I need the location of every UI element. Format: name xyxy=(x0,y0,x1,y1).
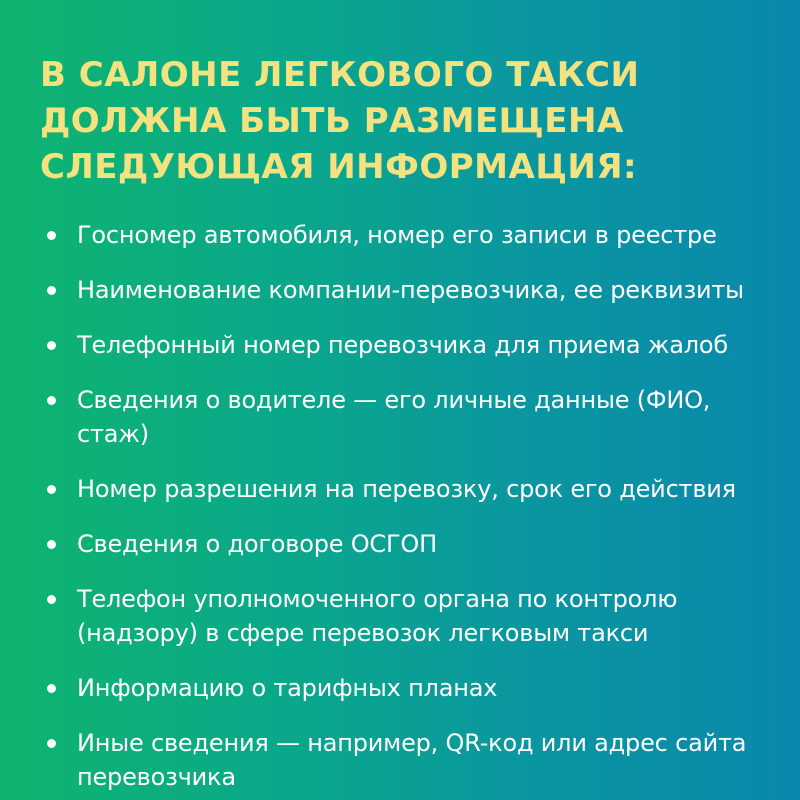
list-item xyxy=(40,383,780,451)
list-item-text: Сведения о водителе — его личные данные (ФИО, стаж) xyxy=(77,386,711,448)
page-title: В САЛОНЕ ЛЕГКОВОГО ТАКСИ ДОЛЖНА БЫТЬ РАЗМЕЩЕНА СЛЕДУЮЩАЯ ИНФОРМАЦИЯ: xyxy=(40,55,640,187)
list-item xyxy=(40,582,780,650)
list-item-text: Телефонный номер перевозчика для приема жалоб xyxy=(77,331,728,359)
list-item-text: Иные сведения — например, QR-код или адрес сайта перевозчика xyxy=(77,729,747,791)
bullet-icon xyxy=(47,540,56,549)
list-item xyxy=(40,726,780,794)
list-item xyxy=(40,273,780,307)
list-item-text: Сведения о договоре ОСГОП xyxy=(77,530,437,558)
list-item-text: Наименование компании-перевозчика, ее реквизиты xyxy=(77,276,744,304)
bullet-icon xyxy=(47,341,56,350)
bullet-icon xyxy=(47,684,56,693)
bullet-icon xyxy=(47,595,56,604)
list-item xyxy=(40,472,780,506)
list-item xyxy=(40,671,780,705)
bullet-icon xyxy=(47,286,56,295)
info-list xyxy=(40,218,780,794)
bullet-icon xyxy=(47,739,56,748)
list-item-text: Телефон уполномоченного органа по контролю (надзору) в сфере перевозок легковым такси xyxy=(77,585,678,647)
list-item-text: Госномер автомобиля, номер его записи в реестре xyxy=(77,221,717,249)
bullet-icon xyxy=(47,485,56,494)
list-item-text: Информацию о тарифных планах xyxy=(77,674,498,702)
list-item xyxy=(40,218,780,252)
bullet-icon xyxy=(47,231,56,240)
bullet-icon xyxy=(47,396,56,405)
list-item xyxy=(40,328,780,362)
list-item xyxy=(40,527,780,561)
list-item-text: Номер разрешения на перевозку, срок его действия xyxy=(77,475,736,503)
